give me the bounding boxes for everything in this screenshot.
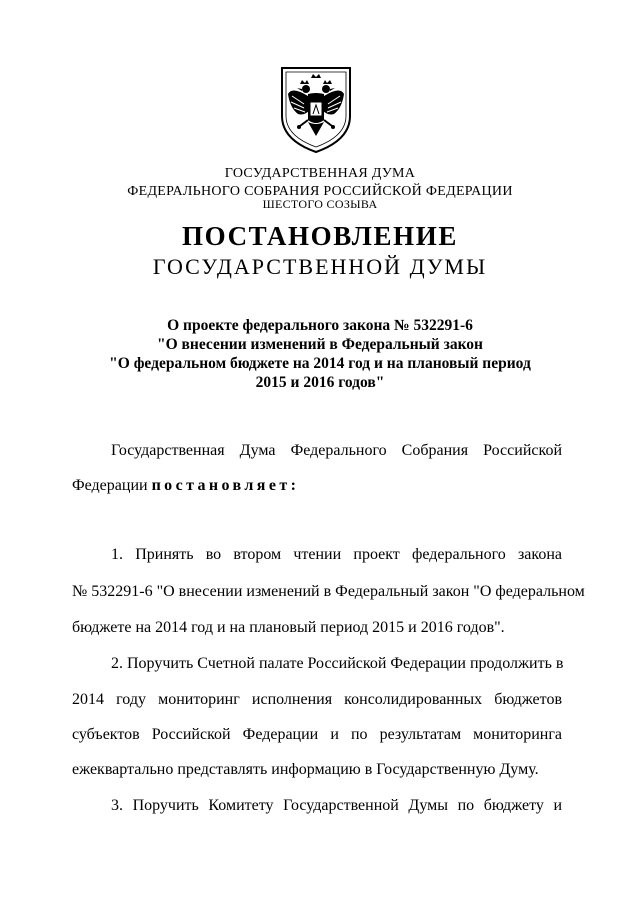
paragraph-2-line-1: 2. Поручить Счетной палате Российской Федерации продолжить в — [111, 655, 564, 672]
preamble-line-2 — [72, 477, 299, 495]
preamble-line-1: Государственная Дума Федерального Собрания Российской — [111, 442, 562, 459]
header-line-duma: ГОСУДАРСТВЕННАЯ ДУМА — [224, 166, 416, 181]
decree-word: постановляет: — [151, 477, 300, 494]
paragraph-2-line-2: 2014 году мониторинг исполнения консолидированных бюджетов — [72, 691, 562, 708]
paragraph-3-line-1: 3. Поручить Комитету Государственной Думы по бюджету и — [111, 797, 562, 814]
header-line-assembly: ФЕДЕРАЛЬНОГО СОБРАНИЯ РОССИЙСКОЙ ФЕДЕРАЦИИ — [127, 184, 513, 199]
paragraph-1-line-2: № 532291-6 "О внесении изменений в Федеральный закон "О федеральном — [72, 583, 585, 600]
document-title: ПОСТАНОВЛЕНИЕ — [182, 221, 458, 251]
coat-of-arms-emblem — [278, 64, 354, 154]
paragraph-1-line-1: 1. Принять во втором чтении проект федерального закона — [111, 546, 562, 563]
paragraph-1-line-3: бюджете на 2014 год и на плановый период 2015 и 2016 годов". — [72, 619, 505, 636]
paragraph-2-line-3: субъектов Российской Федерации и по результатам мониторинга — [72, 726, 562, 743]
subject-line-1: О проекте федерального закона № 532291-6 — [167, 317, 473, 334]
subject-line-2: "О внесении изменений в Федеральный закон — [157, 336, 483, 353]
subject-line-4: 2015 и 2016 годов" — [255, 374, 385, 391]
preamble-text: Федерации — [72, 477, 152, 494]
document-subtitle: ГОСУДАРСТВЕННОЙ ДУМЫ — [152, 254, 488, 279]
header-line-convocation: ШЕСТОГО СОЗЫВА — [262, 197, 378, 211]
subject-line-3: "О федеральном бюджете на 2014 год и на плановый период — [109, 355, 531, 372]
paragraph-2-line-4: ежеквартально представлять информацию в Государственную Думу. — [72, 761, 539, 778]
